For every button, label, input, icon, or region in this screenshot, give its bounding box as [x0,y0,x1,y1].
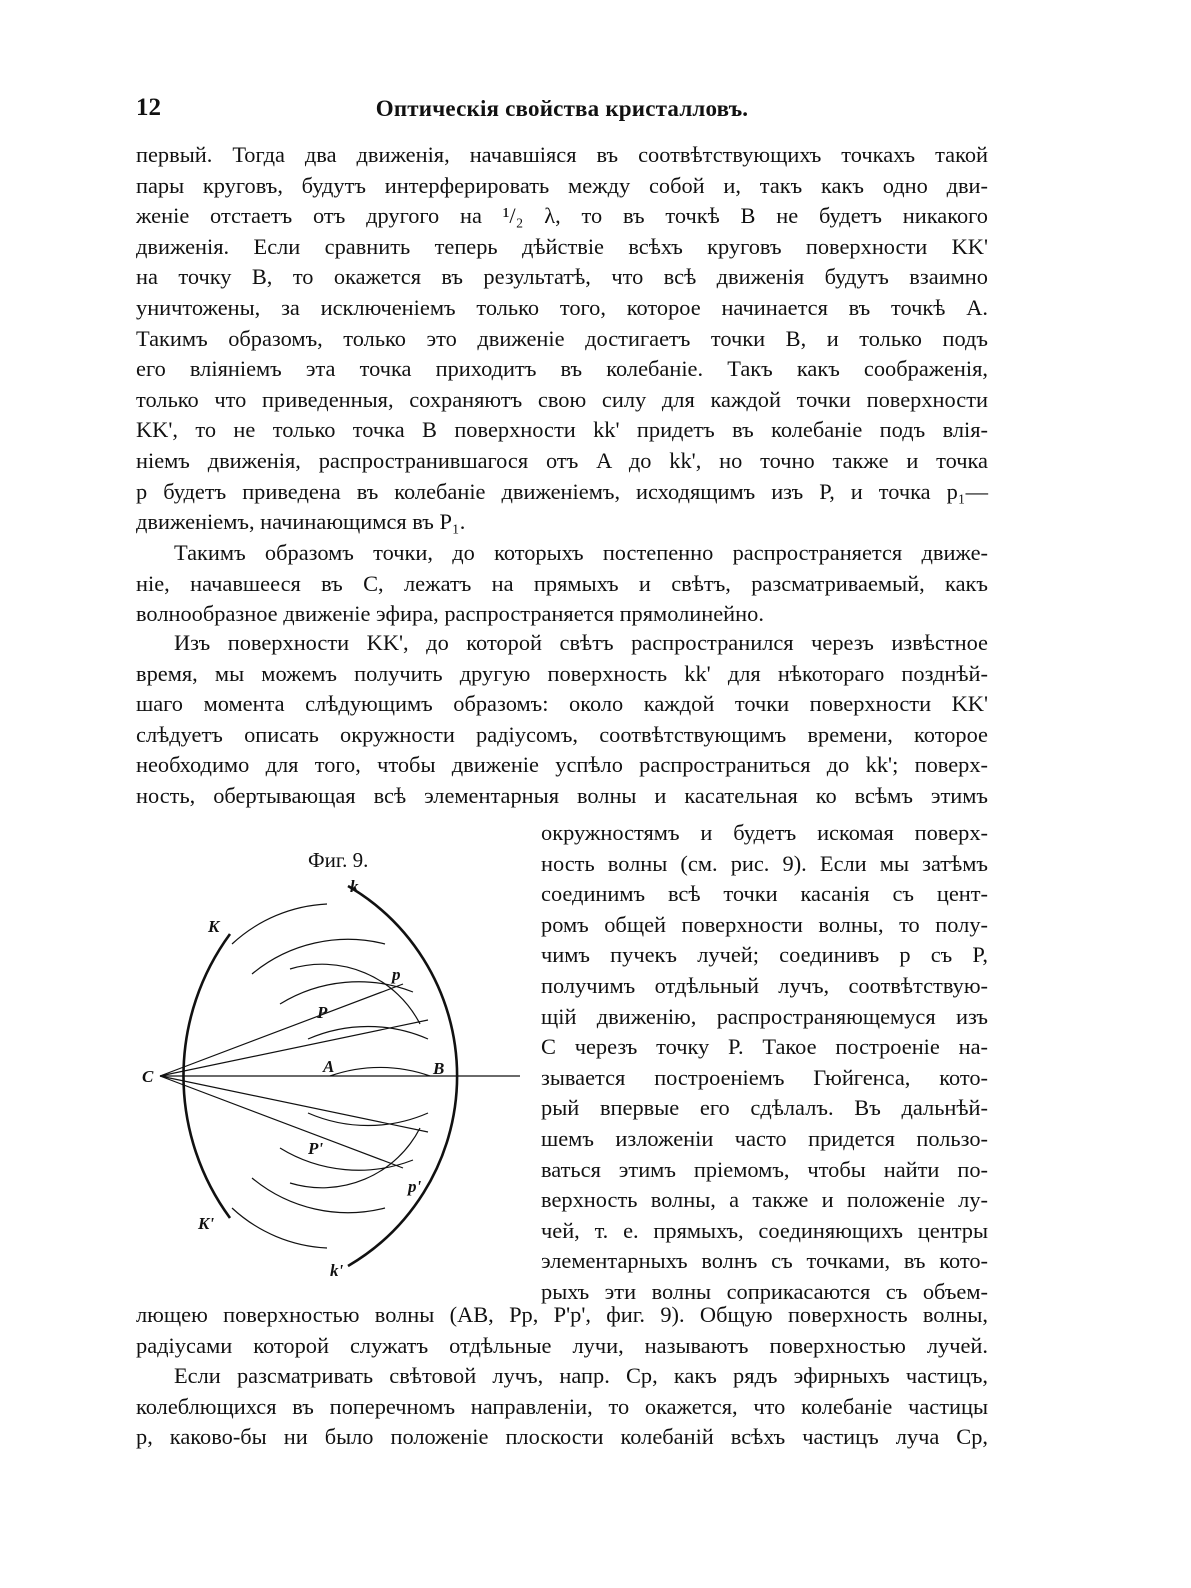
text-line: ніе, начавшееся въ C, лежатъ на прямыхъ и свѣтъ, разсматриваемый, какъ [136,570,988,596]
text-line: чимъ пучекъ лучей; соединивъ p съ P, [541,942,988,968]
label-k: k [350,877,359,896]
text-line: окружностямъ и будетъ искомая поверх- [541,820,988,845]
text-line: первый. Тогда два движенія, начавшіяся въ соотвѣтствующихъ точкахъ такой [136,142,988,167]
text-line: уничтожены, за исключеніемъ только того, которое начинается въ точкѣ A. [136,294,988,320]
label-p-prime: p' [408,1177,422,1196]
text-line: ваться этимъ пріемомъ, чтобы найти по- [541,1156,988,1182]
wavelet-arc [280,982,413,1004]
text-line: ность, обертывающая всѣ элементарныя волны и касательная ко всѣмъ этимъ [136,782,988,808]
text-line: колеблющихся въ поперечномъ направленіи, то окажется, что колебаніе частицы [136,1393,988,1419]
ray [160,1076,428,1132]
label-k-prime: k' [330,1261,344,1280]
label-p: p [392,965,401,984]
text-line: ромъ общей поверхности волны, то полу- [541,911,988,937]
text-line: C черезъ точку P. Такое построеніе на- [541,1034,988,1060]
figure-caption: Фиг. 9. [308,848,369,872]
wavelet-arc [290,964,420,1024]
text-line: ность волны (см. рис. 9). Если мы затѣмъ [541,850,988,876]
paragraph-1 [136,140,988,538]
text-line: шемъ изложеніи часто придется пользо- [541,1125,988,1151]
text-line: слѣдуетъ описать окружности радіусомъ, соотвѣтствующимъ времени, которое [136,721,988,747]
text-line: рыхъ эти волны соприкасаются съ объем- [541,1278,988,1304]
wavelet-arc [280,1148,413,1170]
paragraph-3-end [136,1300,988,1361]
wavelet-arc [232,1208,327,1248]
text-line: волнообразное движеніе эфира, распространяется прямолинейно. [136,601,764,627]
text-line: шаго момента слѣдующимъ образомъ: около каждой точки поверхности KK' [136,691,988,717]
text-line: движеніемъ, начинающимся въ P₁. [136,509,466,535]
label-A: A [323,1057,335,1076]
label-B: B [433,1059,445,1078]
text-line: пары круговъ, будутъ интерферировать между собой и, такъ какъ одно дви- [136,172,988,198]
wavelet-arc [252,1178,385,1213]
text-line: радіусами которой служатъ отдѣльные лучи, называютъ поверхностью лучей. [136,1332,988,1358]
running-head [136,94,988,134]
text-line: рый впервые его сдѣлалъ. Въ дальнѣй- [541,1095,988,1121]
text-line: время, мы можемъ получить другую поверхность kk' для нѣкотораго позднѣй- [136,660,988,686]
text-line: верхность волны, а также и положеніе лу- [541,1187,988,1213]
text-line: зывается построеніемъ Гюйгенса, кото- [541,1064,988,1090]
wavelet-arc [330,1067,430,1076]
text-line: Изъ поверхности KK', до которой свѣтъ распространился черезъ извѣстное [174,630,988,655]
figure-9 [130,830,540,1290]
label-C: C [142,1067,154,1086]
text-line: женіе отстаетъ отъ другого на ¹/₂ λ, то въ точкѣ B не будетъ никакого [136,203,988,229]
label-K: K [208,917,220,936]
text-line: чей, т. е. прямыхъ, соединяющихъ центры [541,1217,988,1243]
text-line: получимъ отдѣльный лучъ, соотвѣтствую- [541,972,988,998]
text-line: его вліяніемъ эта точка приходитъ въ колебаніе. Такъ какъ соображенія, [136,356,988,382]
label-P: P [317,1003,328,1022]
running-title: Оптическія свойства кристалловъ. [375,96,749,121]
text-line: ніемъ движенія, распространившагося отъ A до kk', но точно также и точка [136,447,988,473]
text-line: только что приведенныя, сохраняютъ свою силу для каждой точки поверхности [136,386,988,412]
text-line: Если разсматривать свѣтовой лучъ, напр. Cp, какъ рядъ эфирныхъ частицъ, [174,1363,988,1388]
text-line: KK', то не только точка B поверхности kk' придетъ въ колебаніе подъ влія- [136,417,988,443]
text-line: Такимъ образомъ точки, до которыхъ постепенно распространяется движе- [174,540,988,565]
text-line: движенія. Если сравнить теперь дѣйствіе всѣхъ круговъ поверхности KK' [136,233,988,259]
text-line: p будетъ приведена въ колебаніе движеніемъ, исходящимъ изъ P, и точка p₁— [136,478,988,504]
paragraph-3-top [136,628,988,812]
wavelet-arc [252,939,385,974]
paragraph-2 [136,538,988,630]
text-line: на точку B, то окажется въ результатѣ, что всѣ движенія будутъ взаимно [136,264,988,290]
text-line: p, каково-бы ни было положеніе плоскости колебаній всѣхъ частицъ луча Cp, [136,1424,988,1450]
label-P-prime: P' [308,1139,324,1158]
wavelet-arc [232,904,327,944]
text-line: Такимъ образомъ, только это движеніе достигаетъ точки B, и только подъ [136,325,988,351]
text-line: необходимо для того, чтобы движеніе успѣло распространиться до kk'; поверх- [136,752,988,778]
text-line: лющею поверхностью волны (AB, Pp, P'p', фиг. 9). Общую поверхность волны, [136,1302,988,1327]
paragraph-4 [136,1361,988,1453]
huygens-construction-diagram [130,874,540,1290]
text-line: щій движенію, распространяющемуся изъ [541,1003,988,1029]
page-number: 12 [136,94,161,121]
text-line: соединимъ всѣ точки касанія съ цент- [541,881,988,907]
label-K-prime: K' [198,1214,215,1233]
paragraph-3-side-column [541,818,988,1308]
text-line: элементарныхъ волнъ съ точками, въ кото- [541,1248,988,1274]
